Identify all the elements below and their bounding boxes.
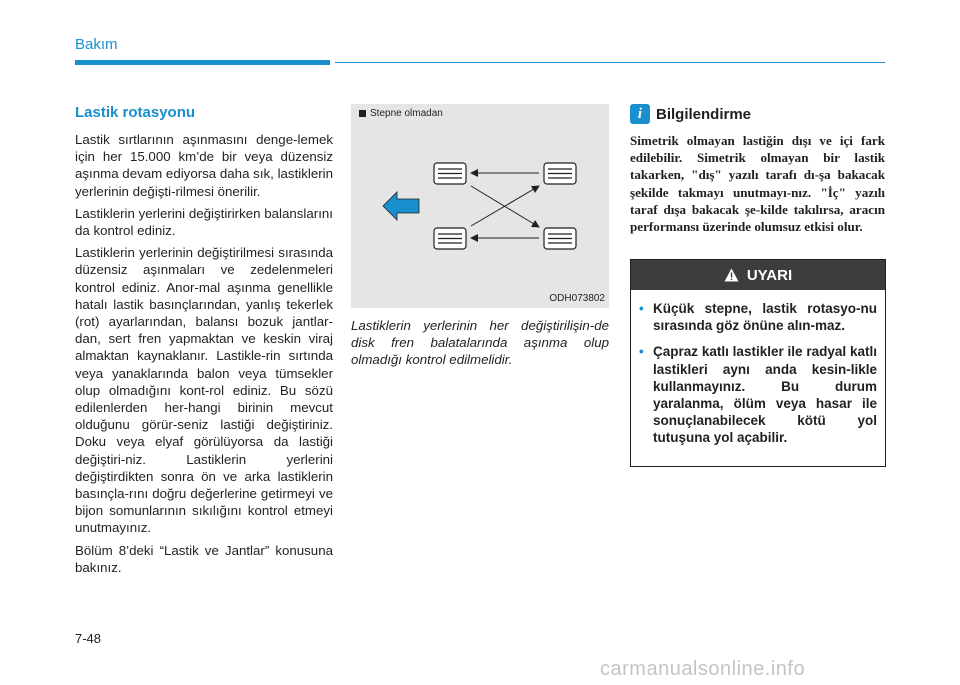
info-header — [630, 104, 885, 124]
info-body: Simetrik olmayan lastiğin dışı ve içi fark edilebilir. Simetrik olmayan bir lastik takarken, "dış" yazılı tarafı dı-şa bakacak şekilde takmayı unutmayı-nız. "İç" yazılı taraf dışa bakacak şe-kilde takılırsa, aracın performansı üzerinde olumsuz etkisi olur. — [630, 133, 885, 235]
figure-label — [359, 108, 443, 119]
page-number: 7-48 — [75, 631, 102, 646]
bullet-icon: • — [639, 344, 644, 360]
tire-front-left — [434, 163, 466, 184]
tire-rear-right — [544, 228, 576, 249]
bullet-icon: • — [639, 301, 644, 316]
header-rule-thick — [75, 60, 330, 65]
warning-item-text: Küçük stepne, lastik rotasyo-nu sırasında göz önüne alın-maz. — [653, 301, 877, 334]
header-rule-thin — [335, 62, 885, 63]
warning-item — [639, 343, 877, 446]
tire-front-right — [434, 228, 466, 249]
tire-rear-left — [544, 163, 576, 184]
warning-item — [639, 300, 877, 334]
main-column — [75, 104, 333, 581]
figure-code: ODH073802 — [549, 293, 605, 304]
paragraph: Lastik sırtlarının aşınmasını denge-lemek için her 15.000 km’de bir veya düzensiz aşınma devam ediyorsa daha sık, lastiklerin yerlerinin değişti-rilmesi önerilir. — [75, 132, 333, 199]
square-icon — [359, 110, 366, 117]
warning-triangle-icon — [724, 268, 739, 282]
info-column — [630, 104, 885, 235]
warning-box — [630, 259, 886, 467]
figure-label-text: Stepne olmadan — [370, 108, 443, 119]
warning-item-text: Çapraz katlı lastikler ile radyal katlı lastikleri aynı anda kesin-likle kullanmayınız. Bu durum yaralanma, ölüm veya hasar ile sonuçlanabilecek kötü yol tutuşuna yol açabilir. — [653, 344, 877, 446]
paragraph: Lastiklerin yerlerini değiştirirken balanslarını da kontrol ediniz. — [75, 205, 333, 239]
warning-header — [631, 260, 885, 290]
section-title: Lastik rotasyonu — [75, 104, 196, 121]
warning-list — [631, 290, 885, 447]
info-icon: i — [630, 104, 650, 124]
paragraph: Lastiklerin yerlerinin değiştirilmesi sırasında düzensiz aşınmaları ve zedelenmeleri kontrol ediniz. Anor-mal aşınma genellikle hatalı lastik basınçlarından, yanlış tekerlek (rot) ayarlarından, balansı bozuk jantlar-dan, sert fren yapmaktan ve keskin viraj almaktan kaynaklanır. Lastikle-rin sırtında veya yanaklarında balon veya tümsekler olup olmadığını kont-rol ediniz. Bu sözü edilenlerden her-hangi birinin mevcut olduğunu görür-seniz lastiği değiştiriniz. Doku veya elyaf görülüyorsa da lastiği değiştiri-niz. Lastiklerin yerlerini değiştirdikten sonra ön ve arka lastiklerin basınçla-rını doğru değerlerine getirmeyi ve bijon somunlarının sıkılığını kontrol etmeyi unutmayınız. — [75, 245, 333, 536]
watermark: carmanualsonline.info — [600, 658, 806, 680]
tire-rotation-figure — [351, 104, 609, 308]
warning-title: UYARI — [746, 266, 793, 284]
figure-caption: Lastiklerin yerlerinin her değiştirilişin-de disk fren balatalarında aşınma olup olmadığı kontrol edilmelidir. — [351, 318, 609, 367]
paragraph: Bölüm 8’deki “Lastik ve Jantlar” konusuna bakınız. — [75, 542, 333, 575]
tire-rotation-diagram — [351, 104, 609, 308]
info-title: Bilgilendirme — [656, 105, 752, 123]
section-header: Bakım — [75, 36, 118, 53]
figure-column — [351, 104, 609, 368]
front-arrow-icon — [383, 192, 419, 220]
